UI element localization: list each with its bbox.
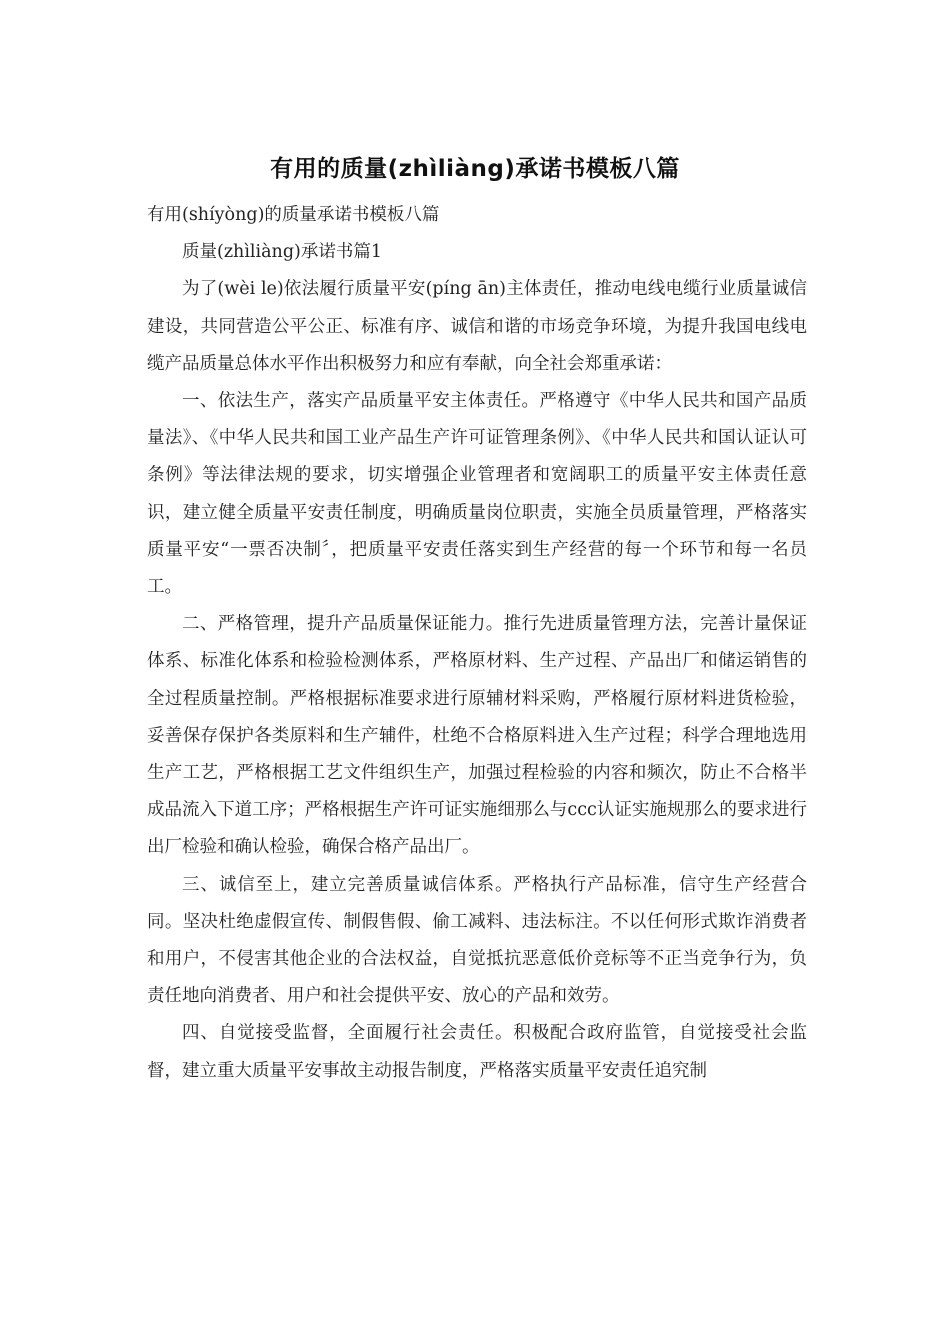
paragraph-item-2: 二、严格管理，提升产品质量保证能力。推行先进质量管理方法，完善计量保证体系、标准化体系和检验检测体系，严格原材料、生产过程、产品出厂和储运销售的全过程质量控制。严格根据标准要求进行原辅材料采购，严格履行原材料进货检验，妥善保存保护各类原料和生产辅件，杜绝不合格原料进入生产过程；科学合理地选用生产工艺，严格根据工艺文件组织生产，加强过程检验的内容和频次，防止不合格半成品流入下道工序；严格根据生产许可证实施细那么与ccc认证实施规那么的要求进行出厂检验和确认检验，确保合格产品出厂。	[147, 614, 807, 858]
paragraph-intro: 为了(wèi le)依法履行质量平安(píng ān)主体责任，推动电线电缆行业质量诚信建设，共同营造公平公正、标准有序、诚信和谐的市场竞争环境，为提升我国电线电缆产品质量总体水平作出积极努力和应有奉献，向全社会郑重承诺：	[147, 279, 807, 374]
document-subtitle: 有用(shíyòng)的质量承诺书模板八篇	[147, 205, 440, 225]
paragraph-item-4: 四、自觉接受监督，全面履行社会责任。积极配合政府监管，自觉接受社会监督，建立重大质量平安事故主动报告制度，严格落实质量平安责任追究制	[147, 1023, 807, 1081]
section-heading: 质量(zhìliàng)承诺书篇1	[182, 242, 382, 263]
document-body	[147, 197, 807, 1090]
document-title: 有用的质量(zhìliàng)承诺书模板八篇	[270, 156, 680, 182]
paragraph-item-3: 三、诚信至上，建立完善质量诚信体系。严格执行产品标准，信守生产经营合同。坚决杜绝虚假宣传、制假售假、偷工减料、违法标注。不以任何形式欺诈消费者和用户，不侵害其他企业的合法权益，自觉抵抗恶意低价竞标等不正当竞争行为，负责任地向消费者、用户和社会提供平安、放心的产品和效劳。	[147, 874, 807, 1007]
paragraph-item-1: 一、依法生产，落实产品质量平安主体责任。严格遵守《中华人民共和国产品质量法》、《中华人民共和国工业产品生产许可证管理条例》、《中华人民共和国认证认可条例》等法律法规的要求，切实增强企业管理者和宽阔职工的质量平安主体责任意识，建立健全质量平安责任制度，明确质量岗位职责，实施全员质量管理，严格落实质量平安“一票否决制〞，把质量平安责任落实到生产经营的每一个环节和每一名员工。	[147, 391, 807, 598]
